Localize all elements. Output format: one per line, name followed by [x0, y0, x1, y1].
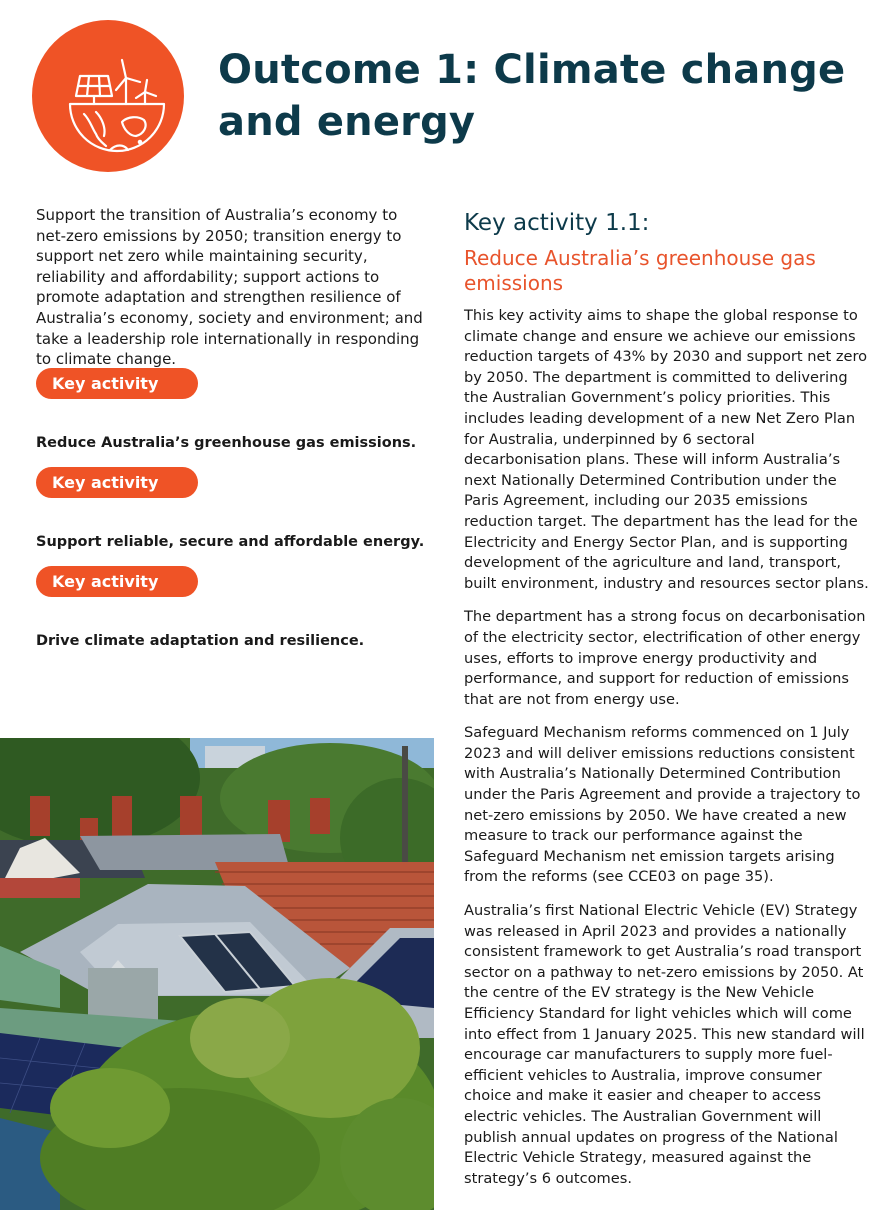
body-paragraph: Safeguard Mechanism reforms commenced on 1 July 2023 and will deliver emissions reductions consistent with Australia’s Nationally Determined Contribution under the Paris Agreement and provide a trajectory to net-zero emissions by 2050. We have created a new measure to track our performance against the Safeguard Mechanism net emission targets arising from the reforms (see CCE03 on page 35).: [464, 724, 861, 886]
body-paragraph: Australia’s first National Electric Vehicle (EV) Strategy was released in April 2023 and provides a nationally consistent framework to get Australia’s road transport sector on a pathway to net-zero emissions by 2050. At the centre of the EV strategy is the New Vehicle Efficiency Standard for light vehicles which will come into effect from 1 January 2025. This new standard will encourage car manufacturers to supply more fuel-efficient vehicles to Australia, improve consumer choice and make it easier and cheaper to access electric vehicles. The Australian Government will publish annual updates on progress of the National Electric Vehicle Strategy, measured against the strategy’s 6 outcomes.: [464, 902, 865, 1187]
rooftops-solar-photo: [0, 738, 434, 1210]
body-paragraph: The department has a strong focus on decarbonisation of the electricity sector, electrification of other energy uses, efforts to improve energy productivity and performance, and support for reduction of emissions that are not from energy use.: [464, 608, 866, 708]
key-activity-badge: Key activity 1.2: [36, 467, 198, 498]
key-activity-description: Reduce Australia’s greenhouse gas emissions.: [36, 435, 417, 451]
body-paragraph: This key activity aims to shape the global response to climate change and ensure we achieve our emissions reduction targets of 43% by 2030 and support net zero by 2050. The department is committed to delivering the Australian Government’s policy priorities. This includes leading development of a new Net Zero Plan for Australia, underpinned by 6 sectoral decarbonisation plans. These will inform Australia’s next Nationally Determined Contribution under the Paris Agreement, including our 2035 emissions reduction target. The department has the lead for the Electricity and Energy Sector Plan, and is supporting development of the agriculture and land, transport, built environment, industry and resources sector plans.: [464, 307, 869, 592]
key-activity-item: [36, 368, 436, 451]
section-heading: Key activity 1.1:: [464, 210, 650, 236]
key-activity-item: [36, 467, 436, 550]
key-activity-list: [36, 368, 436, 665]
outcome-description: Support the transition of Australia’s economy to net-zero emissions by 2050; transition energy to support net zero while maintaining security, reliability and affordability; support actions to promote adaptation and strengthen resilience of Australia’s economy, society and environment; and take a leadership role internationally in responding to climate change.: [36, 206, 423, 369]
key-activity-badge: Key activity 1.1: [36, 368, 198, 399]
key-activity-description: Drive climate adaptation and resilience.: [36, 633, 365, 649]
rooftops-solar-illustration: [0, 738, 434, 1210]
section-subheading: Reduce Australia’s greenhouse gas emissions: [464, 246, 816, 295]
climate-energy-globe-icon: [32, 20, 184, 172]
outcome-icon-badge: [32, 20, 184, 172]
key-activity-description: Support reliable, secure and affordable energy.: [36, 534, 425, 550]
key-activity-badge: Key activity 1.3: [36, 566, 198, 597]
key-activity-item: [36, 566, 436, 649]
page-title: Outcome 1: Climate change and energy: [218, 47, 846, 145]
key-activity-detail: [464, 208, 869, 1202]
